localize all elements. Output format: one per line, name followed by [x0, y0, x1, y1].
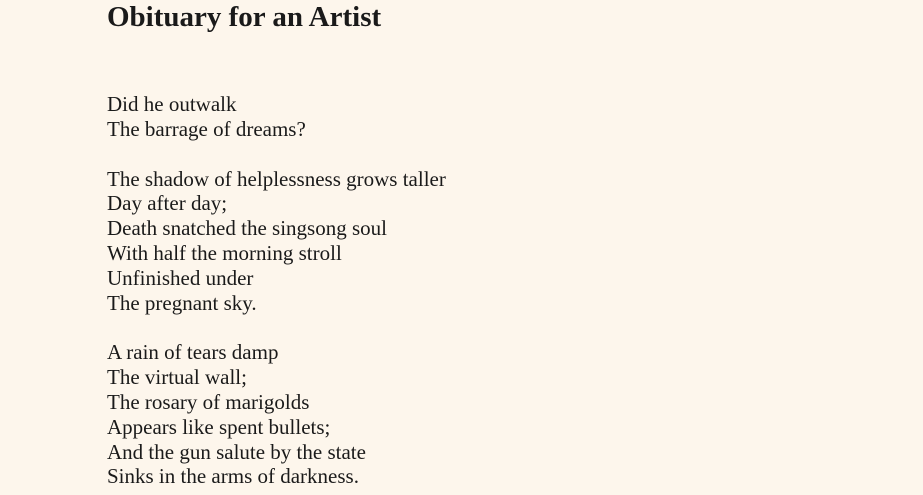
poem-line: The barrage of dreams?	[107, 116, 306, 141]
poem-line: And the gun salute by the state	[107, 439, 366, 464]
stanza-1	[107, 92, 867, 142]
poem-title: Obituary for an Artist	[107, 1, 382, 33]
poem-line: Appears like spent bullets;	[107, 414, 331, 439]
poem-line: The rosary of marigolds	[107, 389, 310, 414]
poem-line: The virtual wall;	[107, 365, 247, 390]
stanza-2	[107, 167, 867, 316]
poem-line: The pregnant sky.	[107, 290, 257, 315]
poem-line: Sinks in the arms of darkness.	[107, 464, 359, 489]
stanza-3	[107, 340, 867, 489]
poem-line: A rain of tears damp	[107, 340, 279, 365]
poem-body	[107, 92, 867, 495]
poem-line: Death snatched the singsong soul	[107, 216, 387, 241]
poem-line: Day after day;	[107, 191, 228, 216]
poem-line: The shadow of helplessness grows taller	[107, 166, 446, 191]
poem-line: With half the morning stroll	[107, 240, 342, 265]
document-page	[107, 0, 887, 495]
poem-line: Unfinished under	[107, 265, 254, 290]
poem-line: Did he outwalk	[107, 92, 237, 116]
